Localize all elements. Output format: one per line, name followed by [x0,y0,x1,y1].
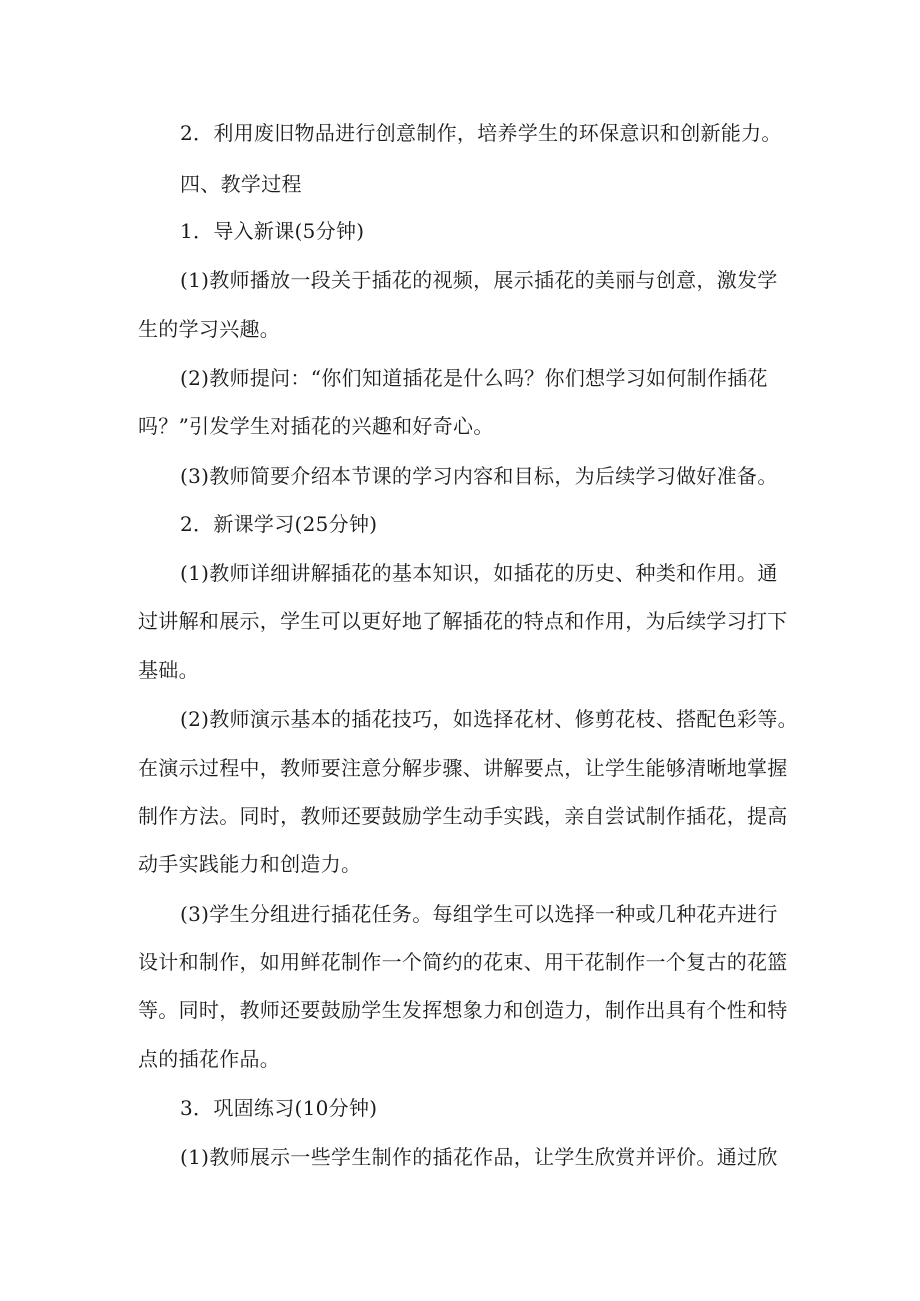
paragraph-line: 制作方法。同时，教师还要鼓励学生动手实践，亲自尝试制作插花，提高 [138,804,788,828]
paragraph-line: (1)教师展示一些学生制作的插花作品，让学生欣赏并评价。通过欣 [180,1145,778,1169]
subsection-heading: 1．导入新课(5分钟) [180,219,365,243]
paragraph-line: 生的学习兴趣。 [138,317,281,341]
paragraph-line: 2．利用废旧物品进行创意制作，培养学生的环保意识和创新能力。 [180,121,782,145]
paragraph-line: (2)教师提问：“你们知道插花是什么吗？你们想学习如何制作插花 [180,366,768,390]
subsection-heading: 3．巩固练习(10分钟) [180,1096,378,1120]
paragraph-line: (3)教师简要介绍本节课的学习内容和目标，为后续学习做好准备。 [180,464,778,488]
paragraph-line: (2)教师演示基本的插花技巧，如选择花材、修剪花枝、搭配色彩等。 [180,707,798,731]
paragraph-line: 过讲解和展示，学生可以更好地了解插花的特点和作用，为后续学习打下 [138,609,788,633]
paragraph-line: (1)教师详细讲解插花的基本知识，如插花的历史、种类和作用。通 [180,561,778,585]
paragraph-line: 在演示过程中，教师要注意分解步骤、讲解要点，让学生能够清晰地掌握 [138,756,788,780]
paragraph-line: 点的插花作品。 [138,1047,281,1071]
subsection-heading: 2．新课学习(25分钟) [180,512,378,536]
paragraph-line: (3)学生分组进行插花任务。每组学生可以选择一种或几种花卉进行 [180,902,778,926]
paragraph-line: 基础。 [138,658,199,682]
paragraph-line: 等。同时，教师还要鼓励学生发挥想象力和创造力，制作出具有个性和特 [138,998,788,1022]
paragraph-line: 动手实践能力和创造力。 [138,852,362,876]
paragraph-line: 吗？”引发学生对插花的兴趣和好奇心。 [138,414,494,438]
section-heading: 四、教学过程 [180,172,302,196]
paragraph-line: 设计和制作，如用鲜花制作一个简约的花束、用干花制作一个复古的花篮 [138,950,788,974]
paragraph-line: (1)教师播放一段关于插花的视频，展示插花的美丽与创意，激发学 [180,268,778,292]
